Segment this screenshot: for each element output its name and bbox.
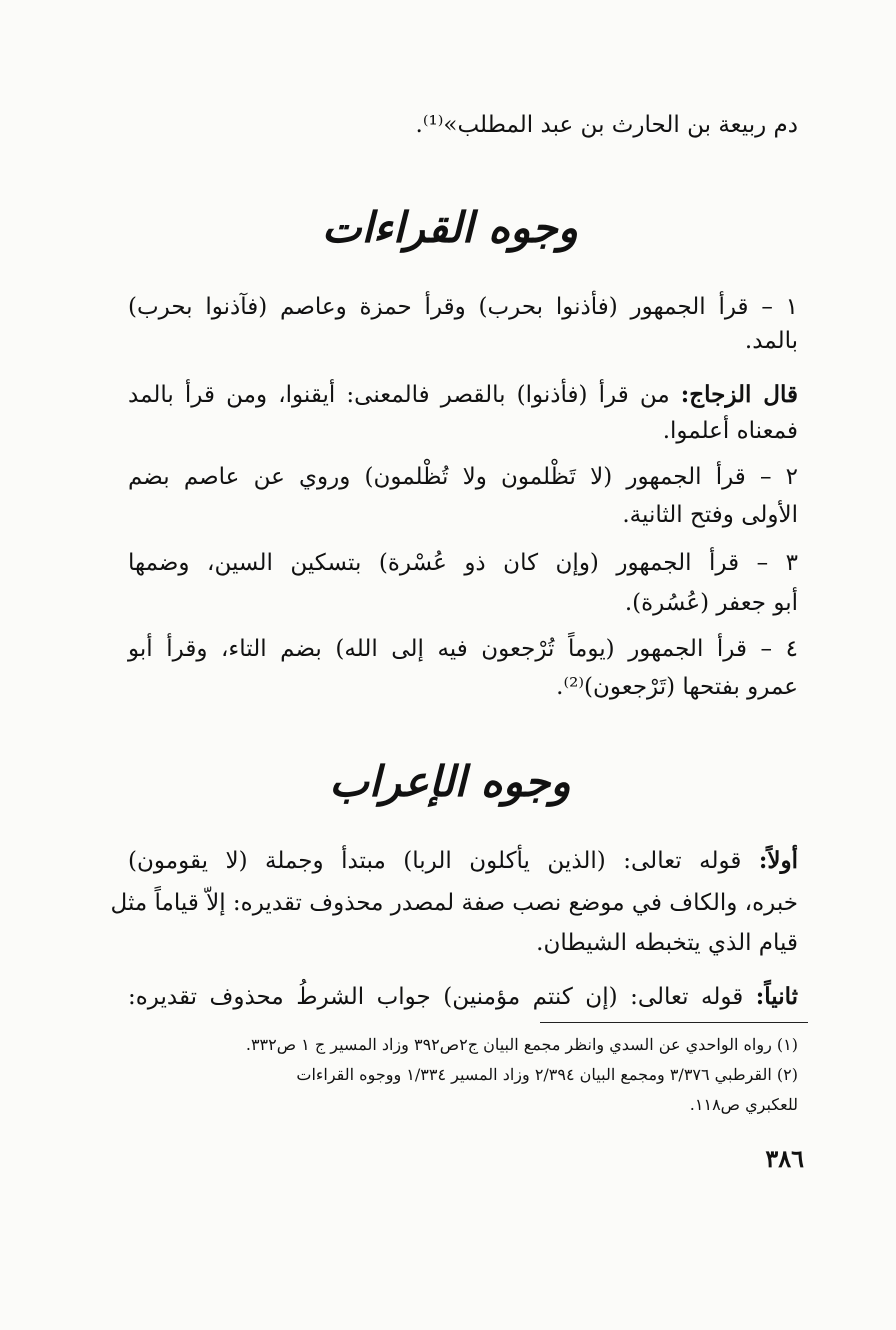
- heading-irab: وجوه الإعراب: [329, 757, 571, 806]
- irab-1-line-1: [128, 846, 798, 876]
- irab-1-line-3: قيام الذي يتخبطه الشيطان.: [536, 930, 798, 956]
- zajjaj-line-2: فمعناه أعلموا.: [662, 418, 798, 444]
- qiraa-1-line-2: بالمد.: [744, 328, 798, 354]
- zajjaj-label: قال الزجاج:: [680, 381, 798, 408]
- irab-1-label: أولاً:: [758, 847, 799, 874]
- opening-line: دم ربيعة بن الحارث بن عبد المطلب»⁽¹⁾.: [415, 112, 798, 138]
- qiraa-1-line-1: ١ – قرأ الجمهور (فأذنوا بحرب) وقرأ حمزة وعاصم (فآذنوا بحرب): [128, 294, 798, 320]
- zajjaj-line-1-text: من قرأ (فأذنوا) بالقصر فالمعنى: أيقنوا، ومن قرأ بالمد: [128, 382, 670, 408]
- footnote-2-line-1: (٢) القرطبي ٣/٣٧٦ ومجمع البيان ٢/٣٩٤ وزاد المسير ١/٣٣٤ ووجوه القراءات: [296, 1065, 798, 1084]
- qiraa-4-line-2: عمرو بفتحها (تَرْجعون)⁽²⁾.: [556, 674, 798, 700]
- qiraa-3-line-2: أبو جعفر (عُسُرة).: [624, 590, 798, 616]
- footnote-1: (١) رواه الواحدي عن السدي وانظر مجمع البيان ج٢ص٣٩٢ وزاد المسير ج ١ ص٣٣٢.: [245, 1035, 798, 1054]
- irab-2-line-1: [128, 982, 798, 1012]
- footnote-separator: [540, 1022, 808, 1023]
- irab-2-line-1-text: قوله تعالى: (إن كنتم مؤمنين) جواب الشرطُ محذوف تقديره:: [128, 984, 744, 1010]
- irab-2-label: ثانياً:: [755, 983, 798, 1010]
- qiraa-4-line-1: ٤ – قرأ الجمهور (يوماً تُرْجعون فيه إلى الله) بضم التاء، وقرأ أبو: [128, 636, 798, 662]
- qiraa-2-line-1: ٢ – قرأ الجمهور (لا تَظْلمون ولا تُظْلمون) وروي عن عاصم بضم: [128, 464, 798, 490]
- page-number: ٣٨٦: [765, 1144, 804, 1173]
- irab-1-line-2: خبره، والكاف في موضع نصب صفة لمصدر محذوف تقديره: إلاّ قياماً مثل: [110, 890, 798, 916]
- qiraa-3-line-1: ٣ – قرأ الجمهور (وإن كان ذو عُسْرة) بتسكين السين، وضمها: [128, 550, 798, 576]
- irab-1-line-1-text: قوله تعالى: (الذين يأكلون الربا) مبتدأ وجملة (لا يقومون): [128, 848, 742, 874]
- heading-qiraat: وجوه القراءات: [321, 203, 579, 252]
- zajjaj-line-1: [128, 380, 798, 410]
- footnote-2-line-2: للعكبري ص١١٨.: [689, 1095, 798, 1114]
- qiraa-2-line-2: الأولى وفتح الثانية.: [622, 502, 798, 528]
